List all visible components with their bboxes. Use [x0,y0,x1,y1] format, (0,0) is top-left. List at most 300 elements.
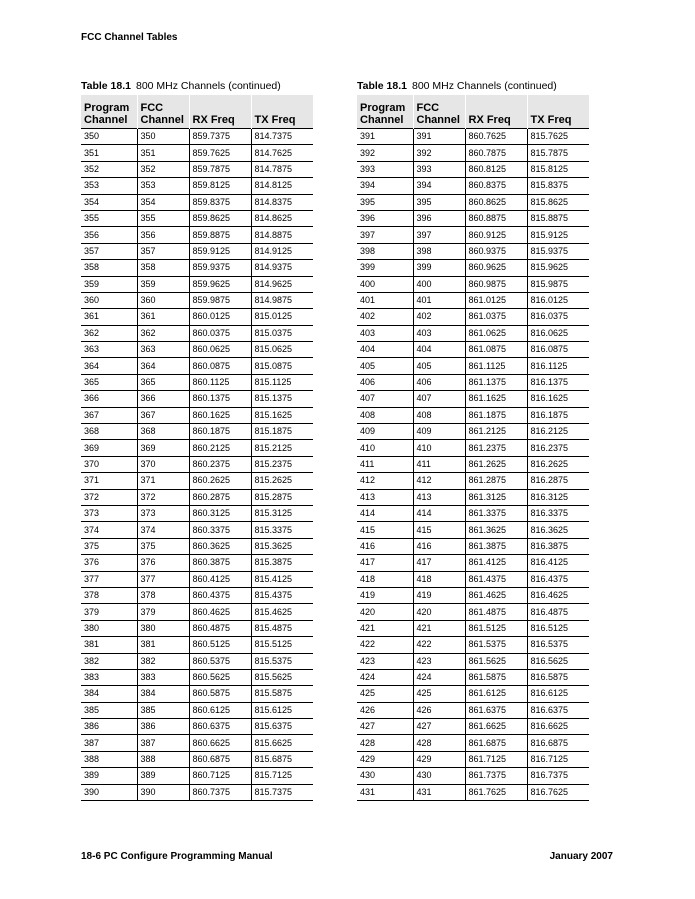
table-row [357,702,589,718]
rx-freq-cell: 861.5875 [465,669,527,685]
program-channel-cell: 370 [81,456,137,472]
rx-freq-cell: 860.2875 [189,489,251,505]
program-channel-cell: 384 [81,686,137,702]
tx-freq-cell: 815.9375 [527,243,589,259]
fcc-channel-cell: 371 [137,473,189,489]
fcc-channel-cell: 381 [137,637,189,653]
tx-freq-cell: 814.9125 [251,243,313,259]
tx-freq-cell: 815.2375 [251,456,313,472]
tx-freq-cell: 814.8625 [251,210,313,226]
program-channel-cell: 355 [81,210,137,226]
tx-freq-cell: 816.3125 [527,489,589,505]
program-channel-cell: 416 [357,538,413,554]
table-row [357,669,589,685]
rx-freq-cell: 860.4125 [189,571,251,587]
tx-freq-cell: 815.3875 [251,555,313,571]
table-row [357,751,589,767]
fcc-channel-cell: 412 [413,473,465,489]
table-row [357,292,589,308]
rx-freq-cell: 861.6875 [465,735,527,751]
program-channel-cell: 359 [81,276,137,292]
fcc-channel-cell: 375 [137,538,189,554]
tx-freq-cell: 816.3625 [527,522,589,538]
fcc-channel-cell: 415 [413,522,465,538]
table-row [357,686,589,702]
table-row [357,391,589,407]
rx-freq-cell: 860.2375 [189,456,251,472]
fcc-channel-cell: 421 [413,620,465,636]
fcc-channel-cell: 413 [413,489,465,505]
fcc-channel-cell: 387 [137,735,189,751]
fcc-channel-cell: 392 [413,145,465,161]
program-channel-cell: 353 [81,178,137,194]
caption-number: Table 18.1 [357,80,407,92]
program-channel-cell: 363 [81,342,137,358]
program-channel-cell: 367 [81,407,137,423]
program-channel-cell: 418 [357,571,413,587]
program-channel-cell: 397 [357,227,413,243]
program-channel-cell: 403 [357,325,413,341]
fcc-channel-cell: 362 [137,325,189,341]
col-rx-freq: RX Freq [189,95,251,129]
rx-freq-cell: 860.8375 [465,178,527,194]
program-channel-cell: 406 [357,374,413,390]
table-row [357,489,589,505]
table-row [81,227,313,243]
fcc-channel-cell: 414 [413,505,465,521]
tx-freq-cell: 815.0375 [251,325,313,341]
fcc-channel-cell: 419 [413,587,465,603]
tx-freq-cell: 815.5875 [251,686,313,702]
tx-freq-cell: 815.4875 [251,620,313,636]
program-channel-cell: 361 [81,309,137,325]
tx-freq-cell: 816.5625 [527,653,589,669]
tx-freq-cell: 816.2625 [527,456,589,472]
program-channel-cell: 427 [357,719,413,735]
fcc-channel-cell: 391 [413,129,465,145]
table-row [357,178,589,194]
tx-freq-cell: 815.1375 [251,391,313,407]
rx-freq-cell: 860.3875 [189,555,251,571]
tx-freq-cell: 815.6125 [251,702,313,718]
table-row [81,751,313,767]
tx-freq-cell: 816.2125 [527,424,589,440]
rx-freq-cell: 860.0625 [189,342,251,358]
fcc-channel-cell: 384 [137,686,189,702]
tx-freq-cell: 816.4625 [527,587,589,603]
rx-freq-cell: 860.4625 [189,604,251,620]
table-row [81,276,313,292]
table-row [81,719,313,735]
program-channel-cell: 383 [81,669,137,685]
tx-freq-cell: 814.7625 [251,145,313,161]
program-channel-cell: 420 [357,604,413,620]
rx-freq-cell: 861.5125 [465,620,527,636]
table-row [357,276,589,292]
fcc-channel-cell: 393 [413,161,465,177]
channel-table-right [357,80,589,801]
fcc-channel-cell: 390 [137,784,189,800]
rx-freq-cell: 860.6625 [189,735,251,751]
program-channel-cell: 411 [357,456,413,472]
tx-freq-cell: 816.5125 [527,620,589,636]
table-row [357,620,589,636]
tx-freq-cell: 815.7875 [527,145,589,161]
header-row [357,95,589,129]
tx-freq-cell: 814.7375 [251,129,313,145]
rx-freq-cell: 859.8875 [189,227,251,243]
table-caption [357,80,589,95]
fcc-channel-cell: 386 [137,719,189,735]
caption-text: 800 MHz Channels (continued) [136,80,281,92]
col-fcc-channel: FCC Channel [137,95,189,129]
fcc-channel-cell: 389 [137,768,189,784]
table-row [81,505,313,521]
table-row [81,522,313,538]
table-row [357,243,589,259]
table-row [81,309,313,325]
tx-freq-cell: 815.6875 [251,751,313,767]
rx-freq-cell: 859.9125 [189,243,251,259]
tx-freq-cell: 815.4125 [251,571,313,587]
table-row [81,637,313,653]
fcc-channel-cell: 366 [137,391,189,407]
fcc-channel-cell: 370 [137,456,189,472]
program-channel-cell: 371 [81,473,137,489]
table-row [81,391,313,407]
table-row [81,587,313,603]
rx-freq-cell: 859.9625 [189,276,251,292]
fcc-channel-cell: 365 [137,374,189,390]
tx-freq-cell: 815.0625 [251,342,313,358]
rx-freq-cell: 860.6375 [189,719,251,735]
table-row [357,309,589,325]
rx-freq-cell: 861.3375 [465,505,527,521]
table-caption [81,80,313,95]
fcc-channel-cell: 399 [413,260,465,276]
program-channel-cell: 414 [357,505,413,521]
fcc-channel-cell: 361 [137,309,189,325]
rx-freq-cell: 859.8625 [189,210,251,226]
rx-freq-cell: 861.4625 [465,587,527,603]
table-row [81,424,313,440]
tx-freq-cell: 816.1875 [527,407,589,423]
table-row [357,325,589,341]
table-row [81,210,313,226]
program-channel-cell: 402 [357,309,413,325]
program-channel-cell: 364 [81,358,137,374]
fcc-channel-cell: 397 [413,227,465,243]
rx-freq-cell: 861.0625 [465,325,527,341]
tx-freq-cell: 816.3875 [527,538,589,554]
tx-freq-cell: 816.0125 [527,292,589,308]
tx-freq-cell: 816.6625 [527,719,589,735]
table-row [357,145,589,161]
program-channel-cell: 407 [357,391,413,407]
caption-number: Table 18.1 [81,80,131,92]
table-row [357,784,589,800]
fcc-channel-cell: 374 [137,522,189,538]
fcc-channel-cell: 405 [413,358,465,374]
tx-freq-cell: 815.0875 [251,358,313,374]
rx-freq-cell: 861.0125 [465,292,527,308]
table-row [357,260,589,276]
program-channel-cell: 356 [81,227,137,243]
running-header: FCC Channel Tables [81,32,178,43]
rx-freq-cell: 860.1625 [189,407,251,423]
tx-freq-cell: 815.1125 [251,374,313,390]
table-row [357,768,589,784]
page-footer-left: 18-6 PC Configure Programming Manual [81,851,273,862]
rx-freq-cell: 860.6875 [189,751,251,767]
rx-freq-cell: 861.6625 [465,719,527,735]
program-channel-cell: 390 [81,784,137,800]
table-row [357,227,589,243]
table-row [81,161,313,177]
fcc-channel-cell: 401 [413,292,465,308]
table-row [357,719,589,735]
rx-freq-cell: 859.7875 [189,161,251,177]
program-channel-cell: 386 [81,719,137,735]
fcc-channel-cell: 424 [413,669,465,685]
rx-freq-cell: 860.3375 [189,522,251,538]
program-channel-cell: 352 [81,161,137,177]
table-row [81,129,313,145]
rx-freq-cell: 860.9875 [465,276,527,292]
program-channel-cell: 413 [357,489,413,505]
rx-freq-cell: 860.1875 [189,424,251,440]
col-rx-freq: RX Freq [465,95,527,129]
channel-table-left [81,80,313,801]
fcc-channel-cell: 409 [413,424,465,440]
fcc-channel-cell: 359 [137,276,189,292]
table-row [81,768,313,784]
rx-freq-cell: 861.3875 [465,538,527,554]
col-fcc-channel: FCC Channel [413,95,465,129]
fcc-channel-cell: 377 [137,571,189,587]
program-channel-cell: 422 [357,637,413,653]
program-channel-cell: 351 [81,145,137,161]
rx-freq-cell: 861.7125 [465,751,527,767]
tx-freq-cell: 815.8375 [527,178,589,194]
program-channel-cell: 372 [81,489,137,505]
rx-freq-cell: 860.9625 [465,260,527,276]
col-tx-freq: TX Freq [527,95,589,129]
tx-freq-cell: 816.7125 [527,751,589,767]
rx-freq-cell: 860.8625 [465,194,527,210]
col-program-channel: Program Channel [357,95,413,129]
program-channel-cell: 365 [81,374,137,390]
rx-freq-cell: 860.8125 [465,161,527,177]
rx-freq-cell: 861.4875 [465,604,527,620]
tx-freq-cell: 815.1625 [251,407,313,423]
fcc-channel-cell: 418 [413,571,465,587]
tx-freq-cell: 816.4375 [527,571,589,587]
program-channel-cell: 378 [81,587,137,603]
fcc-channel-cell: 368 [137,424,189,440]
fcc-channel-cell: 420 [413,604,465,620]
rx-freq-cell: 860.2125 [189,440,251,456]
header-row [81,95,313,129]
rx-freq-cell: 861.0375 [465,309,527,325]
fcc-channel-cell: 398 [413,243,465,259]
program-channel-cell: 375 [81,538,137,554]
fcc-channel-cell: 431 [413,784,465,800]
fcc-channel-cell: 407 [413,391,465,407]
tx-freq-cell: 815.4375 [251,587,313,603]
table-row [81,456,313,472]
tx-freq-cell: 816.4125 [527,555,589,571]
tx-freq-cell: 815.6625 [251,735,313,751]
program-channel-cell: 380 [81,620,137,636]
table-row [81,243,313,259]
program-channel-cell: 412 [357,473,413,489]
program-channel-cell: 391 [357,129,413,145]
rx-freq-cell: 860.7625 [465,129,527,145]
col-program-channel: Program Channel [81,95,137,129]
table-row [81,702,313,718]
program-channel-cell: 366 [81,391,137,407]
fcc-channel-cell: 429 [413,751,465,767]
table-row [357,456,589,472]
tx-freq-cell: 815.6375 [251,719,313,735]
rx-freq-cell: 861.1625 [465,391,527,407]
rx-freq-cell: 860.4875 [189,620,251,636]
program-channel-cell: 382 [81,653,137,669]
table-row [81,407,313,423]
tx-freq-cell: 816.1625 [527,391,589,407]
program-channel-cell: 398 [357,243,413,259]
fcc-channel-cell: 395 [413,194,465,210]
tx-freq-cell: 816.3375 [527,505,589,521]
rx-freq-cell: 861.0875 [465,342,527,358]
table-row [81,784,313,800]
table-row [81,538,313,554]
program-channel-cell: 399 [357,260,413,276]
table-row [81,653,313,669]
program-channel-cell: 354 [81,194,137,210]
table-row [357,522,589,538]
rx-freq-cell: 860.1375 [189,391,251,407]
fcc-channel-cell: 356 [137,227,189,243]
rx-freq-cell: 859.9375 [189,260,251,276]
program-channel-cell: 377 [81,571,137,587]
table-row [81,358,313,374]
rx-freq-cell: 861.2125 [465,424,527,440]
tx-freq-cell: 816.4875 [527,604,589,620]
program-channel-cell: 369 [81,440,137,456]
tx-freq-cell: 814.8875 [251,227,313,243]
tx-freq-cell: 815.4625 [251,604,313,620]
table-row [81,735,313,751]
rx-freq-cell: 860.1125 [189,374,251,390]
fcc-channel-cell: 406 [413,374,465,390]
table-row [357,161,589,177]
table-row [357,473,589,489]
program-channel-cell: 430 [357,768,413,784]
table-row [357,129,589,145]
fcc-channel-cell: 350 [137,129,189,145]
table-row [357,407,589,423]
fcc-channel-cell: 400 [413,276,465,292]
program-channel-cell: 421 [357,620,413,636]
rx-freq-cell: 860.9375 [465,243,527,259]
tx-freq-cell: 815.8625 [527,194,589,210]
fcc-channel-cell: 394 [413,178,465,194]
program-channel-cell: 404 [357,342,413,358]
tx-freq-cell: 815.7625 [527,129,589,145]
fcc-channel-cell: 416 [413,538,465,554]
program-channel-cell: 401 [357,292,413,308]
rx-freq-cell: 860.7875 [465,145,527,161]
rx-freq-cell: 861.7375 [465,768,527,784]
rx-freq-cell: 860.3625 [189,538,251,554]
table-row [81,260,313,276]
tx-freq-cell: 815.8875 [527,210,589,226]
tx-freq-cell: 815.2875 [251,489,313,505]
fcc-channel-cell: 428 [413,735,465,751]
program-channel-cell: 362 [81,325,137,341]
program-channel-cell: 360 [81,292,137,308]
tx-freq-cell: 815.8125 [527,161,589,177]
fcc-channel-cell: 382 [137,653,189,669]
tx-freq-cell: 814.7875 [251,161,313,177]
rx-freq-cell: 860.5375 [189,653,251,669]
tx-freq-cell: 815.2625 [251,473,313,489]
rx-freq-cell: 861.2625 [465,456,527,472]
rx-freq-cell: 860.5875 [189,686,251,702]
frequency-table [357,95,589,801]
fcc-channel-cell: 357 [137,243,189,259]
rx-freq-cell: 859.8125 [189,178,251,194]
rx-freq-cell: 859.7625 [189,145,251,161]
program-channel-cell: 392 [357,145,413,161]
table-row [81,342,313,358]
table-row [357,653,589,669]
program-channel-cell: 388 [81,751,137,767]
fcc-channel-cell: 426 [413,702,465,718]
program-channel-cell: 393 [357,161,413,177]
table-row [81,686,313,702]
fcc-channel-cell: 403 [413,325,465,341]
fcc-channel-cell: 396 [413,210,465,226]
rx-freq-cell: 861.5375 [465,637,527,653]
tx-freq-cell: 815.7125 [251,768,313,784]
table-row [357,424,589,440]
table-row [357,555,589,571]
fcc-channel-cell: 422 [413,637,465,653]
table-row [357,587,589,603]
rx-freq-cell: 860.6125 [189,702,251,718]
program-channel-cell: 374 [81,522,137,538]
table-row [81,292,313,308]
fcc-channel-cell: 358 [137,260,189,276]
rx-freq-cell: 861.2875 [465,473,527,489]
fcc-channel-cell: 388 [137,751,189,767]
fcc-channel-cell: 430 [413,768,465,784]
rx-freq-cell: 860.2625 [189,473,251,489]
fcc-channel-cell: 352 [137,161,189,177]
fcc-channel-cell: 410 [413,440,465,456]
tx-freq-cell: 815.9125 [527,227,589,243]
program-channel-cell: 373 [81,505,137,521]
program-channel-cell: 381 [81,637,137,653]
rx-freq-cell: 861.1875 [465,407,527,423]
table-row [81,571,313,587]
fcc-channel-cell: 385 [137,702,189,718]
rx-freq-cell: 859.8375 [189,194,251,210]
tx-freq-cell: 816.7625 [527,784,589,800]
